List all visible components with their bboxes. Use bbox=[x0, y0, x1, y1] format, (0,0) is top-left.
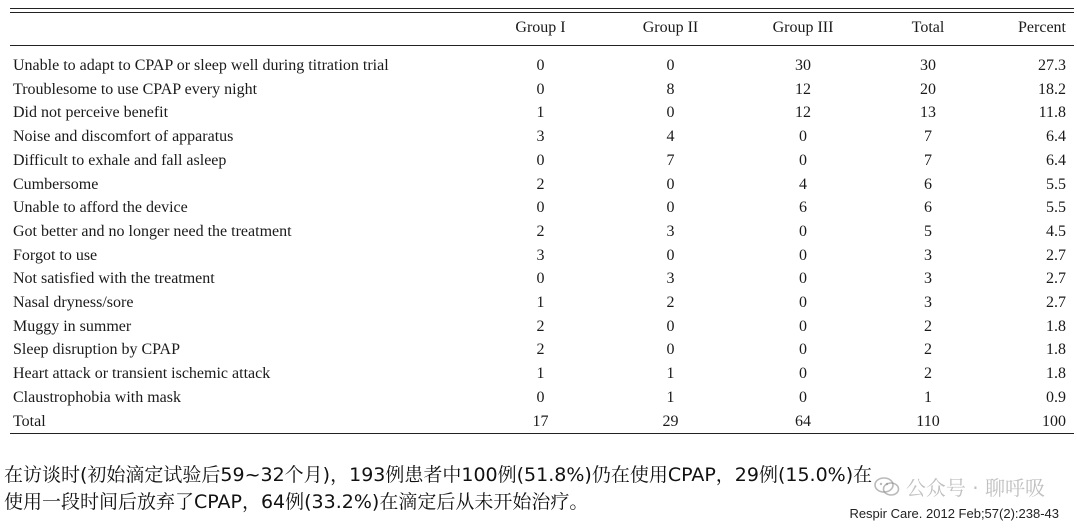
cell-total: 3 bbox=[924, 270, 932, 288]
cell-percent: 4.5 bbox=[1046, 222, 1066, 240]
cell-group-1: 3 bbox=[536, 128, 545, 146]
cell-group-2: 7 bbox=[666, 151, 675, 169]
row-label: Unable to adapt to CPAP or sleep well during titration trial bbox=[13, 57, 389, 74]
row-label: Total bbox=[13, 412, 46, 430]
cell-percent: 5.5 bbox=[1046, 175, 1066, 193]
cell-group-3: 4 bbox=[799, 175, 807, 193]
cell-total: 3 bbox=[924, 246, 932, 264]
watermark bbox=[874, 472, 1045, 501]
cell-total: 2 bbox=[924, 341, 932, 359]
cell-group-3: 0 bbox=[799, 365, 807, 383]
row-label: Sleep disruption by CPAP bbox=[13, 341, 180, 359]
cell-group-2: 0 bbox=[666, 57, 675, 74]
cell-total: 5 bbox=[924, 222, 932, 240]
table-row bbox=[10, 220, 1074, 244]
cell-group-2: 0 bbox=[666, 317, 675, 335]
cell-percent: 100 bbox=[1042, 412, 1066, 430]
cell-total: 2 bbox=[924, 365, 932, 383]
cell-group-3: 0 bbox=[799, 270, 807, 288]
table-total-row bbox=[10, 410, 1074, 434]
cell-total: 7 bbox=[924, 128, 932, 146]
cell-percent: 2.7 bbox=[1046, 246, 1066, 264]
header-total: Total bbox=[911, 19, 945, 36]
cell-group-2: 1 bbox=[666, 388, 675, 406]
table-body bbox=[10, 46, 1074, 434]
cell-percent: 2.7 bbox=[1046, 270, 1066, 288]
cell-group-3: 0 bbox=[799, 222, 807, 240]
cell-group-3: 0 bbox=[799, 341, 807, 359]
cell-group-2: 8 bbox=[666, 80, 675, 98]
cell-group-3: 0 bbox=[799, 388, 807, 406]
cell-group-2: 1 bbox=[666, 365, 675, 383]
citation: Respir Care. 2012 Feb;57(2):238-43 bbox=[849, 506, 1059, 521]
caption-line-2: 使用一段时间后放弃了CPAP，64例(33.2%)在滴定后从未开始治疗。 bbox=[4, 491, 589, 513]
table-row bbox=[10, 46, 1074, 78]
row-label: Got better and no longer need the treatment bbox=[13, 222, 292, 240]
table-row bbox=[10, 338, 1074, 362]
table-row bbox=[10, 78, 1074, 102]
row-label: Heart attack or transient ischemic attack bbox=[13, 365, 271, 383]
cell-group-1: 0 bbox=[536, 57, 545, 74]
cell-group-1: 17 bbox=[532, 412, 549, 430]
table-row bbox=[10, 149, 1074, 173]
cell-group-1: 0 bbox=[536, 270, 545, 288]
cell-percent: 6.4 bbox=[1046, 128, 1066, 146]
table-row bbox=[10, 291, 1074, 315]
row-label: Muggy in summer bbox=[13, 317, 132, 335]
cell-percent: 1.8 bbox=[1046, 341, 1066, 359]
table-row bbox=[10, 386, 1074, 410]
cell-total: 3 bbox=[924, 294, 932, 312]
header-label bbox=[10, 13, 483, 46]
cell-group-1: 0 bbox=[536, 80, 545, 98]
cell-group-3: 64 bbox=[795, 412, 811, 430]
cell-group-3: 12 bbox=[795, 80, 811, 98]
row-label: Claustrophobia with mask bbox=[13, 388, 181, 406]
cell-group-2: 0 bbox=[666, 246, 675, 264]
cell-percent: 1.8 bbox=[1046, 365, 1066, 383]
wechat-icon bbox=[874, 477, 900, 497]
cell-group-3: 0 bbox=[799, 294, 807, 312]
cell-group-2: 0 bbox=[666, 104, 675, 122]
table-row bbox=[10, 267, 1074, 291]
cell-total: 7 bbox=[924, 151, 932, 169]
cell-group-2: 0 bbox=[666, 199, 675, 217]
cell-group-1: 0 bbox=[536, 199, 545, 217]
table-row bbox=[10, 315, 1074, 339]
cell-percent: 27.3 bbox=[1038, 57, 1066, 74]
header-group-2: Group II bbox=[642, 19, 699, 36]
cell-total: 110 bbox=[916, 412, 940, 430]
watermark-text: 公众号 · 聊呼吸 bbox=[905, 476, 1045, 500]
cell-group-1: 1 bbox=[536, 104, 545, 122]
cell-percent: 6.4 bbox=[1046, 151, 1066, 169]
cell-group-1: 0 bbox=[536, 388, 545, 406]
row-label: Cumbersome bbox=[13, 175, 99, 193]
row-label: Troublesome to use CPAP every night bbox=[13, 80, 258, 98]
cell-total: 1 bbox=[924, 388, 932, 406]
table-row bbox=[10, 125, 1074, 149]
cell-total: 30 bbox=[920, 57, 936, 74]
row-label: Unable to afford the device bbox=[13, 199, 188, 217]
cell-percent: 5.5 bbox=[1046, 199, 1066, 217]
cell-group-2: 3 bbox=[666, 270, 675, 288]
caption-line-1: 在访谈时(初始滴定试验后59~32个月)，193例患者中100例(51.8%)仍在使用CPAP，29例(15.0%)在 bbox=[4, 464, 873, 486]
cell-total: 2 bbox=[924, 317, 932, 335]
cell-group-1: 3 bbox=[536, 246, 545, 264]
cell-group-3: 30 bbox=[795, 57, 811, 74]
cell-percent: 2.7 bbox=[1046, 294, 1066, 312]
row-label: Difficult to exhale and fall asleep bbox=[13, 151, 227, 169]
cell-group-1: 0 bbox=[536, 151, 545, 169]
cell-group-3: 12 bbox=[795, 104, 811, 122]
cell-group-2: 29 bbox=[662, 412, 679, 430]
cell-group-3: 0 bbox=[799, 151, 807, 169]
row-label: Forgot to use bbox=[13, 246, 98, 264]
cell-group-2: 4 bbox=[666, 128, 675, 146]
row-label: Nasal dryness/sore bbox=[13, 294, 134, 312]
cell-group-1: 1 bbox=[536, 294, 545, 312]
cell-total: 6 bbox=[924, 199, 932, 217]
cell-group-1: 2 bbox=[536, 341, 545, 359]
cell-group-1: 2 bbox=[536, 317, 545, 335]
row-label: Not satisfied with the treatment bbox=[13, 270, 215, 288]
row-label: Noise and discomfort of apparatus bbox=[13, 128, 234, 146]
cell-percent: 11.8 bbox=[1038, 104, 1066, 122]
header-group-3: Group III bbox=[772, 19, 834, 36]
row-label: Did not perceive benefit bbox=[13, 104, 169, 122]
cell-percent: 0.9 bbox=[1046, 388, 1066, 406]
cell-total: 6 bbox=[924, 175, 932, 193]
cell-group-2: 2 bbox=[666, 294, 675, 312]
table-row bbox=[10, 196, 1074, 220]
cpap-discontinuation-table bbox=[10, 13, 1074, 434]
cell-total: 20 bbox=[920, 80, 936, 98]
cell-group-1: 2 bbox=[536, 222, 545, 240]
table-header-row bbox=[10, 13, 1074, 46]
data-table-container bbox=[10, 8, 1074, 434]
cell-group-3: 0 bbox=[799, 246, 807, 264]
cell-group-3: 6 bbox=[799, 199, 807, 217]
table-row bbox=[10, 244, 1074, 268]
cell-group-2: 0 bbox=[666, 341, 675, 359]
cell-group-1: 1 bbox=[536, 365, 545, 383]
cell-percent: 18.2 bbox=[1038, 80, 1066, 98]
cell-group-2: 0 bbox=[666, 175, 675, 193]
cell-group-3: 0 bbox=[799, 128, 807, 146]
cell-percent: 1.8 bbox=[1046, 317, 1066, 335]
cell-group-1: 2 bbox=[536, 175, 545, 193]
cell-group-3: 0 bbox=[799, 317, 807, 335]
table-row bbox=[10, 173, 1074, 197]
header-percent: Percent bbox=[1018, 19, 1066, 36]
table-row bbox=[10, 101, 1074, 125]
table-row bbox=[10, 362, 1074, 386]
cell-total: 13 bbox=[920, 104, 936, 122]
header-group-1: Group I bbox=[515, 19, 566, 36]
cell-group-2: 3 bbox=[666, 222, 675, 240]
